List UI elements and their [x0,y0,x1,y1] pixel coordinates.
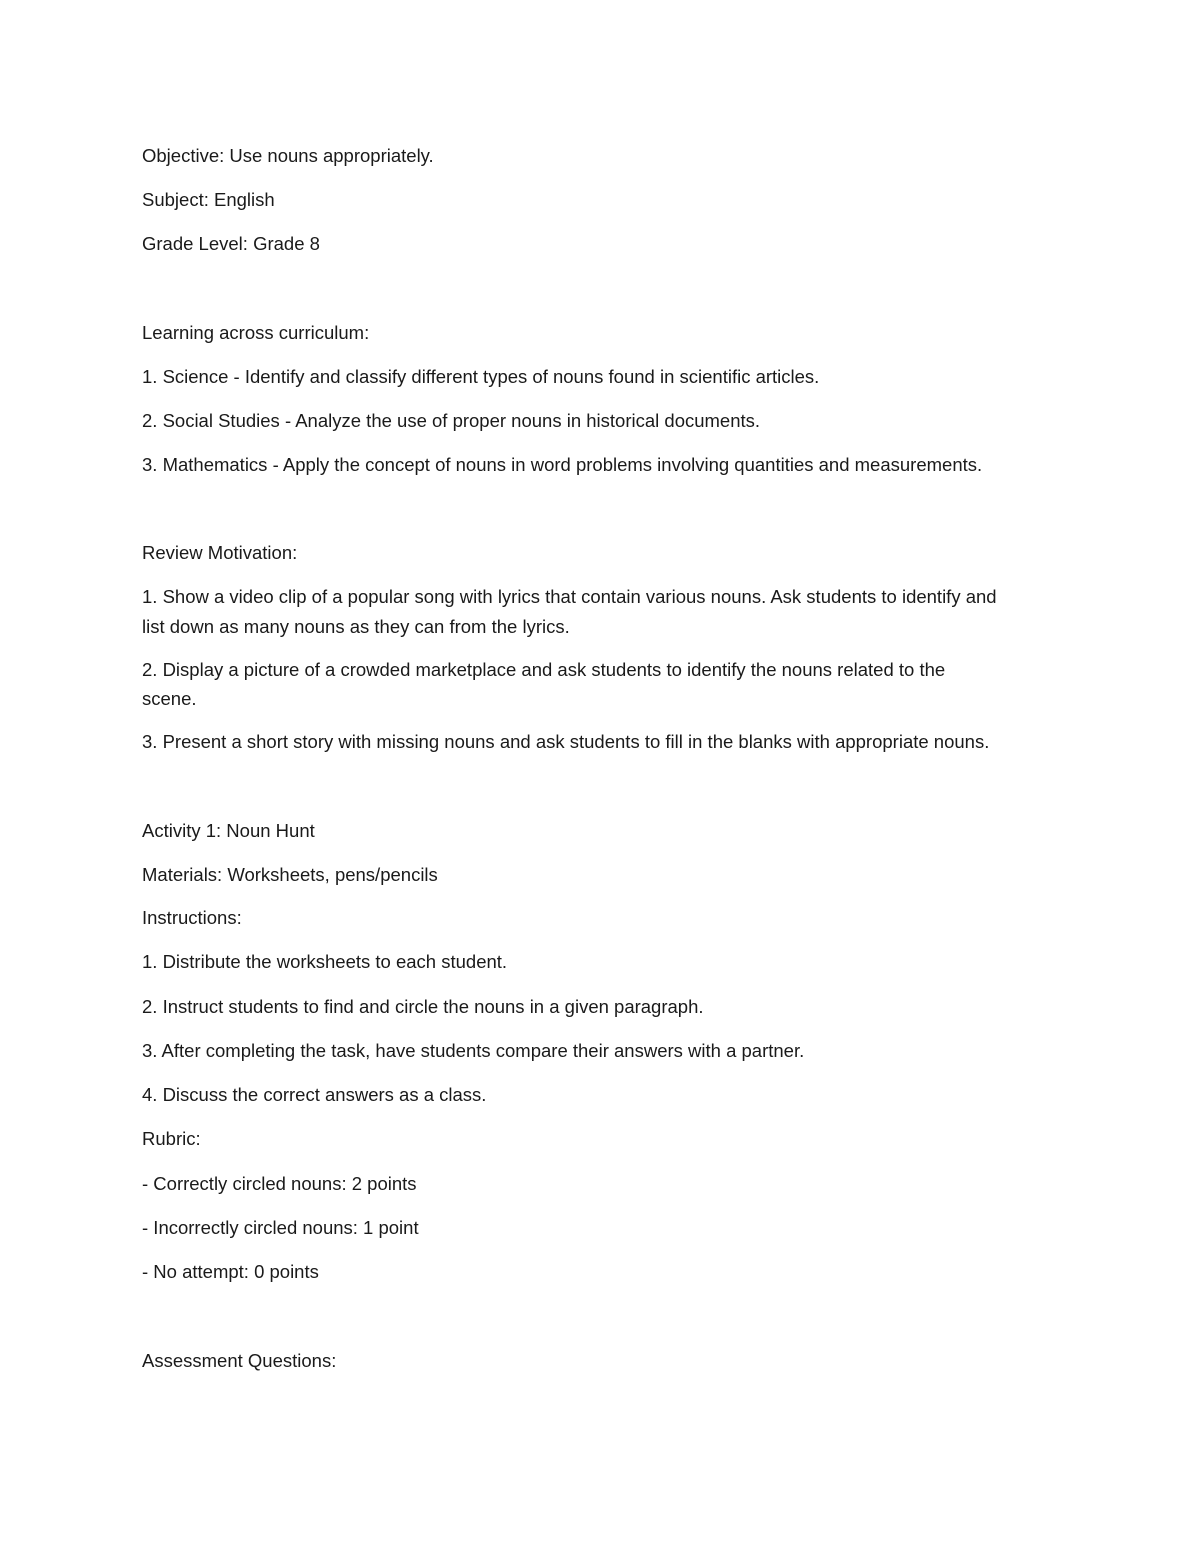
objective-line: Objective: Use nouns appropriately. [142,145,434,166]
motivation-item-1-line-2: list down as many nouns as they can from the lyrics. [142,616,570,637]
motivation-item-2-line-2: scene. [142,688,197,709]
motivation-item-2-line-1: 2. Display a picture of a crowded marketplace and ask students to identify the nouns related to the [142,659,946,680]
rubric-item: - Correctly circled nouns: 2 points [142,1173,417,1194]
rubric-heading: Rubric: [142,1128,201,1149]
rubric-item: - Incorrectly circled nouns: 1 point [142,1217,419,1238]
curriculum-item: 1. Science - Identify and classify different types of nouns found in scientific articles. [142,366,820,387]
instruction-item: 2. Instruct students to find and circle the nouns in a given paragraph. [142,996,704,1017]
instruction-item: 3. After completing the task, have students compare their answers with a partner. [142,1040,805,1061]
subject-line: Subject: English [142,189,275,210]
curriculum-heading: Learning across curriculum: [142,322,370,343]
grade-level-line: Grade Level: Grade 8 [142,233,320,254]
rubric-item: - No attempt: 0 points [142,1261,319,1282]
curriculum-item: 2. Social Studies - Analyze the use of proper nouns in historical documents. [142,410,761,431]
curriculum-item: 3. Mathematics - Apply the concept of nouns in word problems involving quantities and measurements. [142,454,983,475]
activity-title: Activity 1: Noun Hunt [142,820,315,841]
instruction-item: 4. Discuss the correct answers as a class. [142,1084,487,1105]
instructions-heading: Instructions: [142,907,242,928]
motivation-heading: Review Motivation: [142,542,298,563]
assessment-heading: Assessment Questions: [142,1350,337,1371]
motivation-item-1-line-1: 1. Show a video clip of a popular song with lyrics that contain various nouns. Ask students to identify and [142,586,997,607]
motivation-item-3: 3. Present a short story with missing nouns and ask students to fill in the blanks with appropriate nouns. [142,731,990,752]
materials-line: Materials: Worksheets, pens/pencils [142,864,438,885]
instruction-item: 1. Distribute the worksheets to each student. [142,951,508,972]
